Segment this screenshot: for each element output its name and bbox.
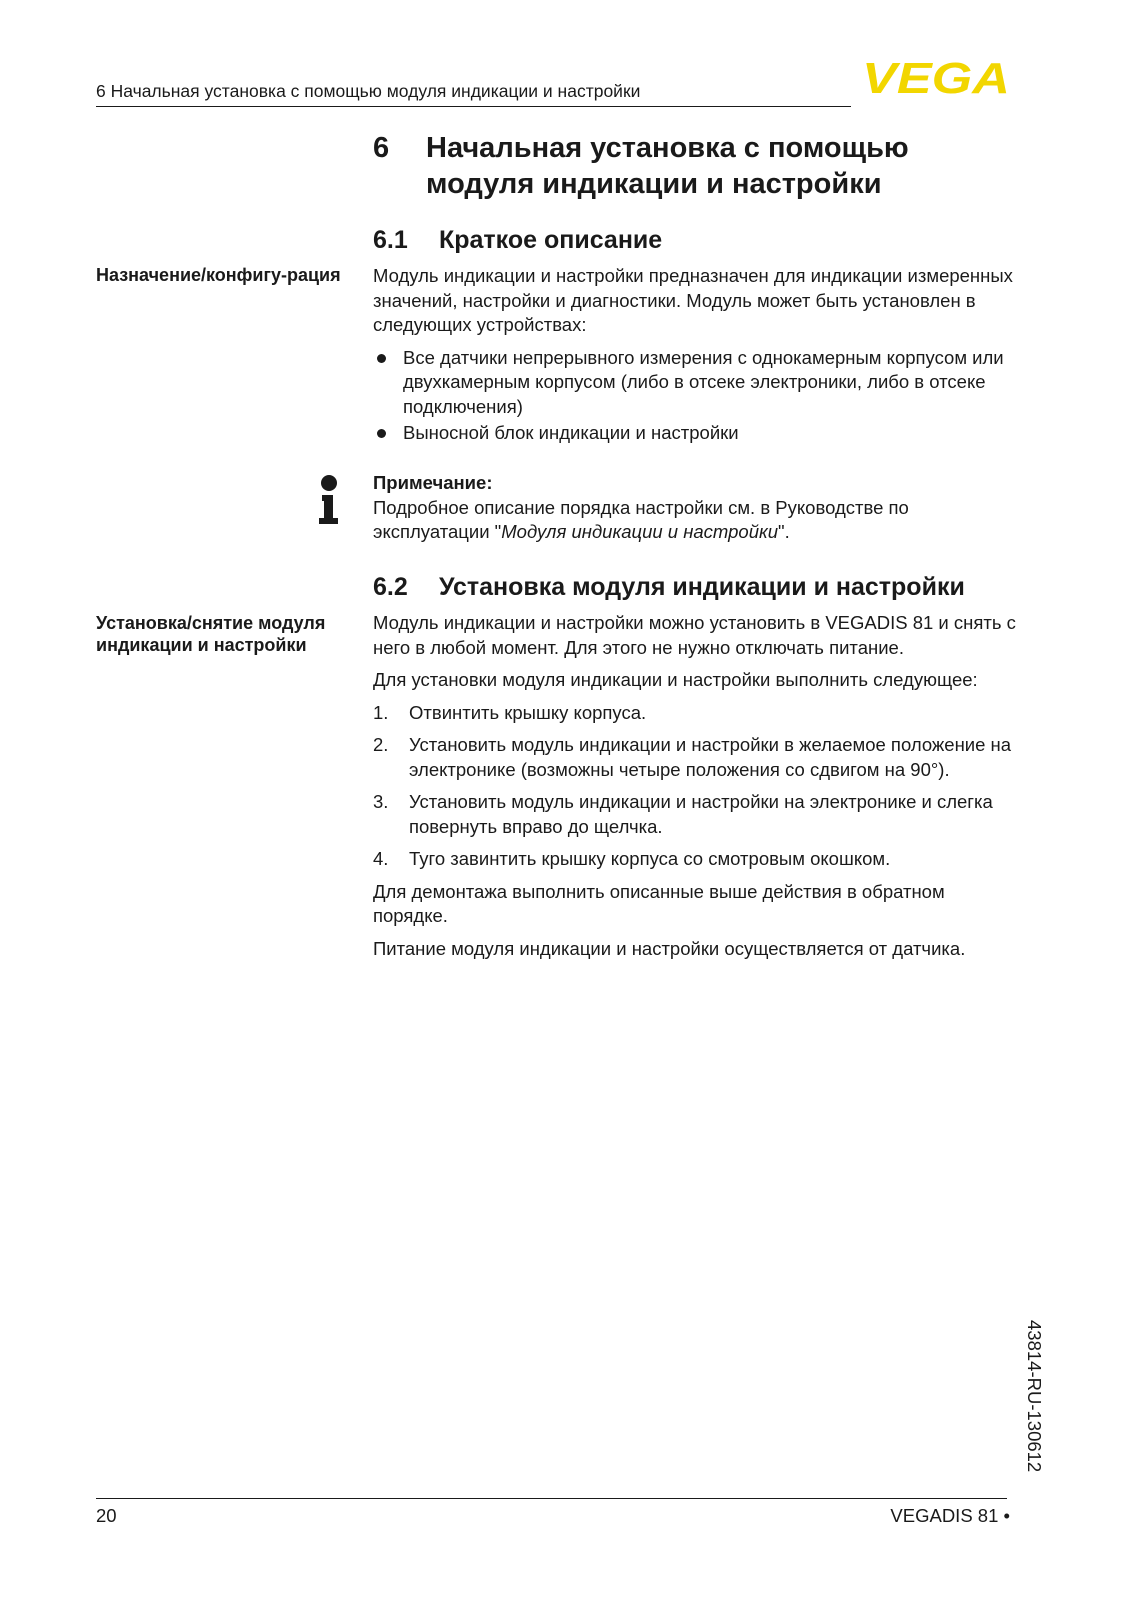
section-1-intro: Модуль индикации и настройки предназначен для индикации измеренных значений, настройки и диагностики. Модуль может быть установлен в следующих устройствах: [373,265,1013,335]
step-item: 2. Установить модуль индикации и настройки в желаемое положение на электронике (возможны четыре положения со сдвигом на 90°). [373,734,1012,780]
document-code: 43814-RU-130612 [1024,1320,1045,1473]
device-list [373,346,1023,446]
page-number: 20 [96,1505,117,1526]
vega-logo [862,58,1012,98]
section-2-para-1: Модуль индикации и настройки можно установить в VEGADIS 81 и снять с него в любой момент. Для этого не нужно отключать питание. [373,612,1016,658]
section-1-heading [373,224,1073,256]
side-label-mounting: Установка/снятие модуля индикации и настройки [96,613,326,655]
section-1-number: 6.1 [373,226,408,254]
section-2-para-3: Для демонтажа выполнить описанные выше действия в обратном порядке. [373,880,945,926]
install-steps [373,701,1023,872]
note-block [373,471,1023,545]
chapter-title: Начальная установка с помощью модуля индикации и настройки [426,132,909,200]
step-item: 3. Установить модуль индикации и настройки на электронике и слегка повернуть вправо до щелчка. [373,791,993,837]
section-1-title: Краткое описание [439,226,663,254]
section-2-para-4: Питание модуля индикации и настройки осуществляется от датчика. [373,937,966,959]
logo-text: VEGA [862,58,1010,98]
side-label-purpose: Назначение/конфигу-рация [96,265,341,285]
section-2-heading [373,571,1073,603]
note-text: Подробное описание порядка настройки см. в Руководстве по эксплуатации "Модуля индикации и настройки". [373,496,909,542]
info-icon [316,474,342,526]
note-title: Примечание: [373,472,493,493]
chapter-number: 6 [373,132,390,164]
running-header: 6 Начальная установка с помощью модуля индикации и настройки [96,78,851,107]
section-2-para-2: Для установки модуля индикации и настройки выполнить следующее: [373,669,978,690]
step-item: 4. Туго завинтить крышку корпуса со смотровым окошком. [373,848,891,869]
step-item: 1. Отвинтить крышку корпуса. [373,701,647,723]
chapter-heading [373,130,1053,202]
section-2-body [373,611,1023,969]
product-name: VEGADIS 81 • [890,1505,1010,1526]
bullet-icon [377,354,386,363]
section-2-title: Установка модуля индикации и настройки [439,573,965,601]
section-1-body [373,264,1023,448]
footer-divider [96,1498,1007,1499]
list-item: Выносной блок индикации и настройки [373,421,1023,446]
bullet-icon [377,429,386,438]
note-manual-name: Модуля индикации и настройки [501,521,779,542]
list-item: Все датчики непрерывного измерения с однокамерным корпусом или двухкамерным корпусом (либо в отсеке электроники, либо в отсеке подключения) [373,346,1023,420]
section-2-number: 6.2 [373,573,408,601]
